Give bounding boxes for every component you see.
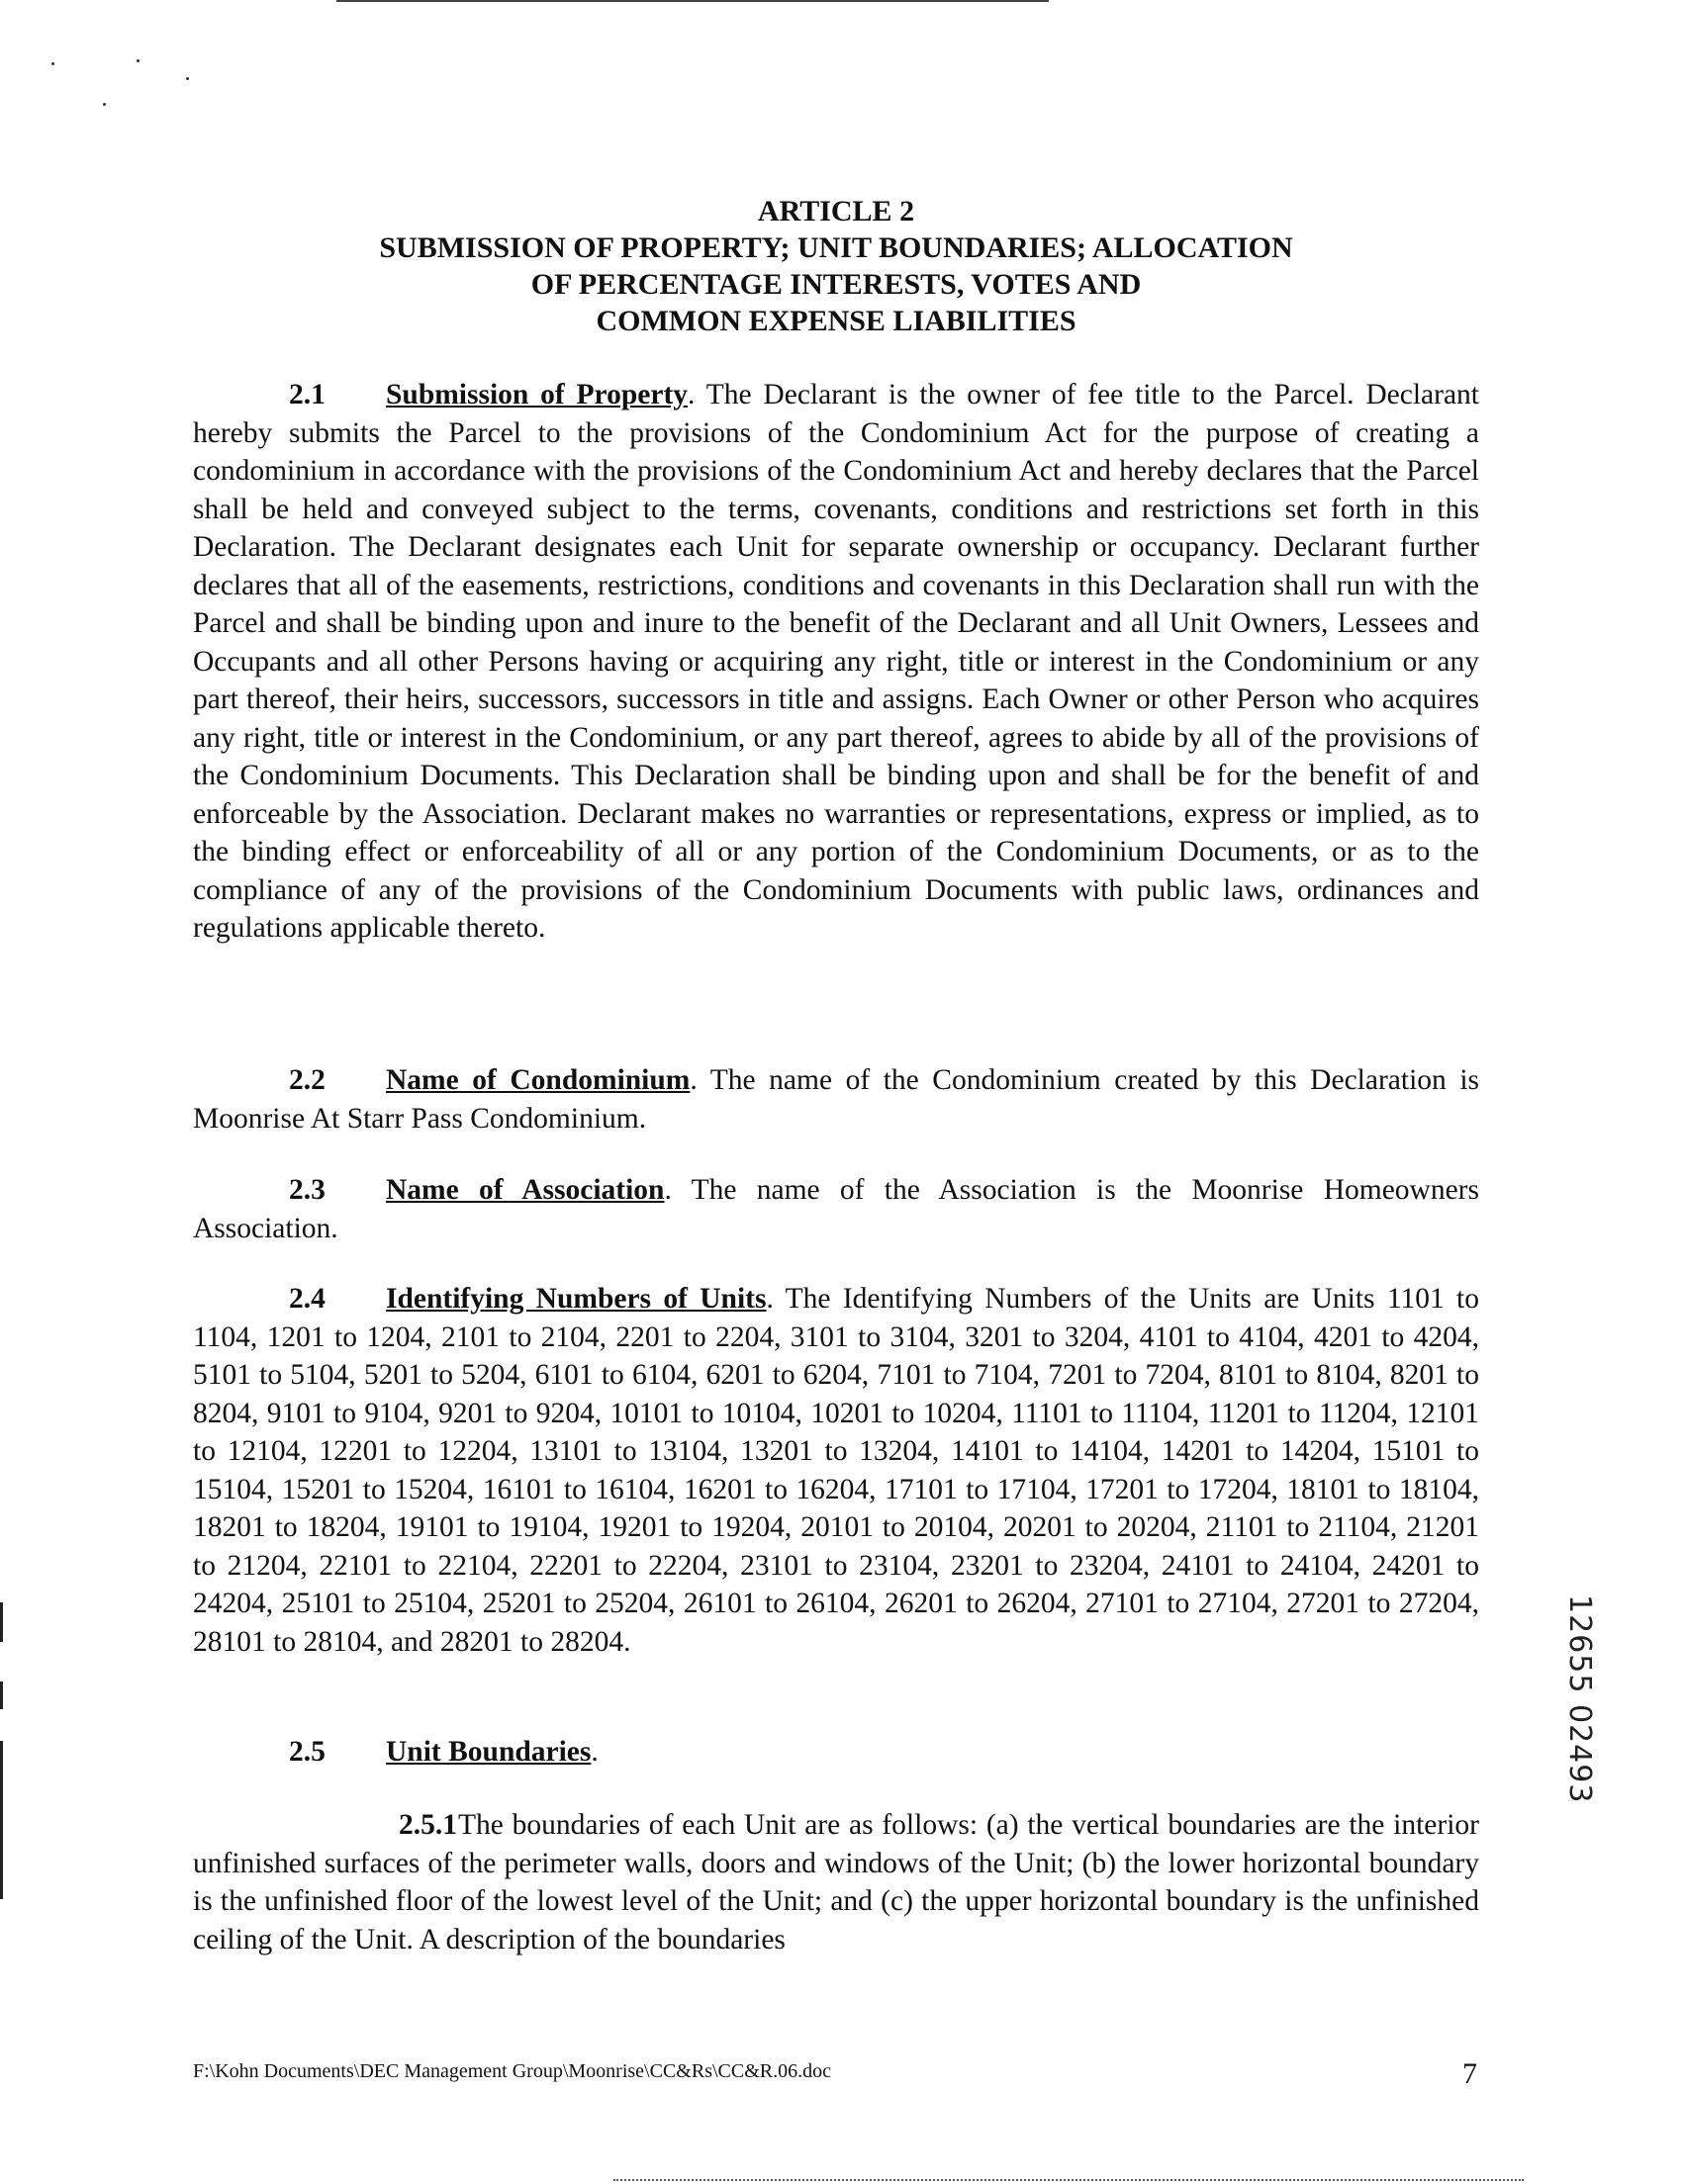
scan-speck: [51, 62, 54, 65]
section-body: . The Declarant is the owner of fee title to the Parcel. Declarant hereby submits the Parcel to the provisions of the Condominium Act for the purpose of creating a condominium in accordance with the provisions of the Condominium Act and hereby declares that the Parcel shall be held and conveyed subject to the terms, covenants, conditions and restrictions set forth in this Declaration. The Declarant designates each Unit for separate ownership or occupancy. Declarant further declares that all of the easements, restrictions, conditions and covenants in this Declaration shall run with the Parcel and shall be binding upon and inure to the benefit of the Declarant and all Unit Owners, Lessees and Occupants and all other Persons having or acquiring any right, title or interest in the Condominium or any part thereof, their heirs, successors, successors in title and assigns. Each Owner or other Person who acquires any right, title or interest in the Condominium, or any part thereof, agrees to abide by all of the provisions of the Condominium Documents. This Declaration shall be binding upon and shall be for the benefit of and enforceable by the Association. Declarant makes no warranties or representations, express or implied, as to the binding effect or enforceability of all or any portion of the Condominium Documents, or as to the compliance of any of the provisions of the Condominium Documents with public laws, ordinances and regulations applicable thereto.: [193, 379, 1479, 944]
subsection-body: The boundaries of each Unit are as follows: (a) the vertical boundaries are the interior unfinished surfaces of the perimeter walls, doors and windows of the Unit; (b) the lower horizontal boundary is the unfinished floor of the lowest level of the Unit; and (c) the upper horizontal boundary is the unfinished ceiling of the Unit. A description of the boundaries: [193, 1809, 1479, 1956]
section-body: . The Identifying Numbers of the Units are Units 1101 to 1104, 1201 to 1204, 2101 to 2104, 2201 to 2204, 3101 to 3104, 3201 to 3204, 4101 to 4104, 4201 to 4204, 5101 to 5104, 5201 to 5204, 6101 to 6104, 6201 to 6204, 7101 to 7104, 7201 to 7204, 8101 to 8104, 8201 to 8204, 9101 to 9104, 9201 to 9204, 10101 to 10104, 10201 to 10204, 11101 to 11104, 11201 to 11204, 12101 to 12104, 12201 to 12204, 13101 to 13104, 13201 to 13204, 14101 to 14104, 14201 to 14204, 15101 to 15104, 15201 to 15204, 16101 to 16104, 16201 to 16204, 17101 to 17104, 17201 to 17204, 18101 to 18104, 18201 to 18204, 19101 to 19104, 19201 to 19204, 20101 to 20104, 20201 to 20204, 21101 to 21104, 21201 to 21204, 22101 to 22104, 22201 to 22204, 23101 to 23104, 23201 to 23204, 24101 to 24104, 24201 to 24204, 25101 to 25104, 25201 to 25204, 26101 to 26104, 26201 to 26204, 27101 to 27104, 27201 to 27204, 28101 to 28104, and 28201 to 28204.: [193, 1283, 1479, 1658]
section-title: Name of Condominium: [386, 1064, 691, 1096]
section-2-5-1: [193, 1806, 1479, 1958]
subsection-number: 2.5.1: [399, 1809, 457, 1841]
article-title-line-1: SUBMISSION OF PROPERTY; UNIT BOUNDARIES; ALLOCATION: [379, 231, 1293, 264]
section-number: 2.4: [289, 1283, 326, 1315]
article-title-line-2: OF PERCENTAGE INTERESTS, VOTES AND: [530, 268, 1142, 301]
section-body: . The name of the Association is the Moonrise Homeowners Association.: [193, 1174, 1479, 1244]
section-2-2: [193, 1061, 1479, 1138]
scan-speck: [103, 103, 106, 106]
article-heading: [193, 193, 1479, 339]
scan-artifact-bottom: [613, 2179, 1524, 2183]
section-title: Identifying Numbers of Units: [386, 1283, 767, 1315]
scan-speck: [137, 59, 140, 62]
section-2-1: [193, 376, 1479, 948]
section-number: 2.1: [289, 379, 326, 410]
article-number: ARTICLE 2: [757, 195, 915, 228]
footer-file-path: F:\Kohn Documents\DEC Management Group\Moonrise\CC&Rs\CC&R.06.doc: [193, 2060, 831, 2082]
scan-edge-mark: [0, 1682, 3, 1709]
scan-edge-mark: [0, 1602, 3, 1642]
section-title: Unit Boundaries: [386, 1736, 592, 1768]
section-title: Name of Association: [386, 1174, 665, 1206]
section-2-3: [193, 1171, 1479, 1247]
section-body: . The name of the Condominium created by this Declaration is Moonrise At Starr Pass Condominium.: [193, 1064, 1479, 1135]
section-2-5: [193, 1733, 1479, 1772]
section-number: 2.3: [289, 1174, 326, 1206]
article-title-line-3: COMMON EXPENSE LIABILITIES: [596, 305, 1076, 337]
section-number: 2.5: [289, 1736, 326, 1768]
scan-edge-mark: [0, 1741, 3, 1899]
recording-stamp: 12655 02493: [1562, 1594, 1597, 1804]
section-title: Submission of Property: [386, 379, 689, 410]
section-2-4: [193, 1280, 1479, 1661]
scan-artifact-top: [336, 0, 1049, 5]
page-number: 7: [1462, 2057, 1477, 2090]
section-number: 2.2: [289, 1064, 326, 1096]
section-body: .: [591, 1736, 599, 1768]
scan-speck: [186, 77, 189, 80]
